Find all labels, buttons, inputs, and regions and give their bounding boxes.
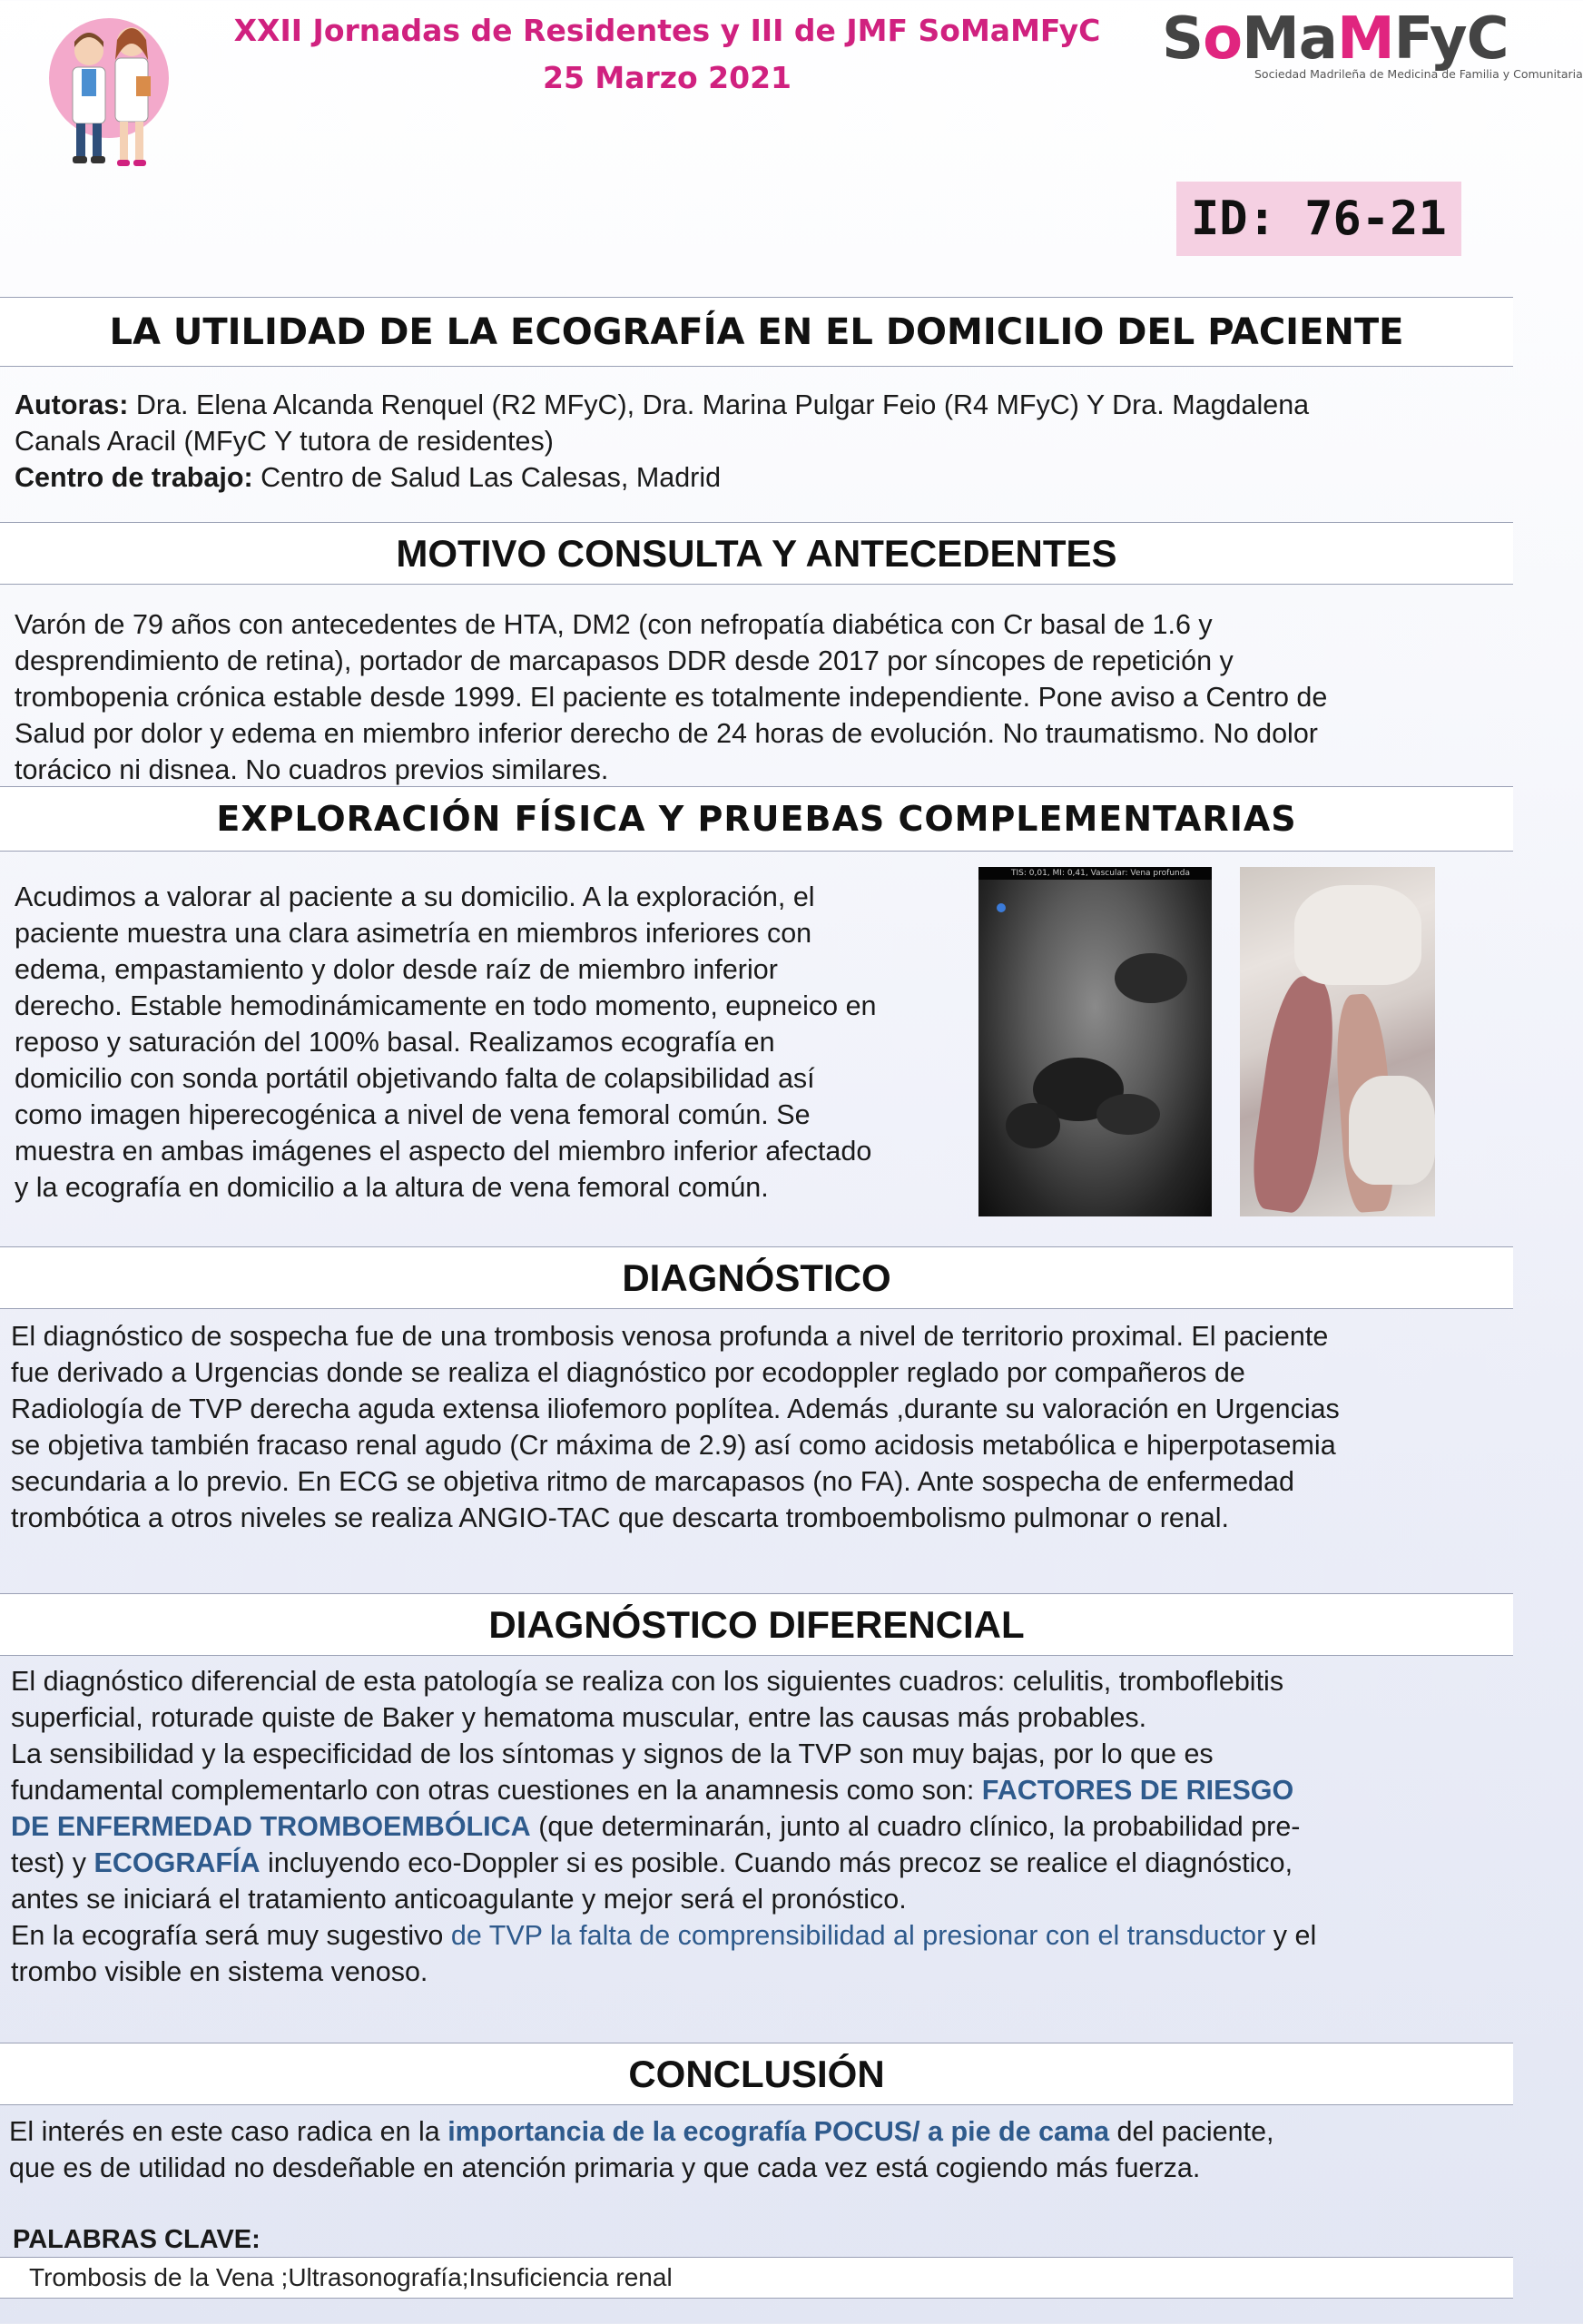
diferencial-line: antes se iniciará el tratamiento anticoagulante y mejor será el pronóstico. xyxy=(11,1884,907,1915)
highlight-thromboembolic: DE ENFERMEDAD TROMBOEMBÓLICA xyxy=(11,1811,531,1842)
event-title-line2: 25 Marzo 2021 xyxy=(542,60,792,95)
keywords-text: Trombosis de la Vena ;Ultrasonografía;Insuficiencia renal xyxy=(29,2263,673,2291)
diagnostico-line: se objetiva también fracaso renal agudo (Cr máxima de 2.9) así como acidosis metabólica e hiperpotasemia xyxy=(11,1430,1336,1461)
exploracion-line: y la ecografía en domicilio a la altura de vena femoral común. xyxy=(15,1172,769,1203)
center-label: Centro de trabajo: xyxy=(15,462,253,493)
highlight-ecografia: ECOGRAFÍA xyxy=(93,1847,261,1878)
exploracion-line: derecho. Estable hemodinámicamente en todo momento, eupneico en xyxy=(15,990,877,1021)
keywords-row xyxy=(0,2257,1513,2299)
diferencial-line xyxy=(11,1917,1509,1954)
event-title xyxy=(0,7,1334,102)
exploracion-line: edema, empastamiento y dolor desde raíz de miembro inferior xyxy=(15,954,778,985)
conclusion-text xyxy=(9,2113,1507,2186)
diagnostico-line: El diagnóstico de sospecha fue de una trombosis venosa profunda a nivel de territorio proximal. El paciente xyxy=(11,1321,1329,1352)
conclusion-text-fragment: El interés en este caso radica en la xyxy=(9,2116,448,2147)
section-heading-motivo: MOTIVO CONSULTA Y ANTECEDENTES xyxy=(0,522,1513,585)
authors-block xyxy=(15,387,1503,496)
diferencial-text-fragment: incluyendo eco-Doppler si es posible. Cuando más precoz se realice el diagnóstico, xyxy=(260,1847,1293,1878)
center-text: Centro de Salud Las Calesas, Madrid xyxy=(252,462,722,493)
poster-id: ID: 76-21 xyxy=(1176,182,1461,256)
exploracion-line: reposo y saturación del 100% basal. Realizamos ecografía en xyxy=(15,1027,775,1058)
diferencial-text xyxy=(11,1663,1509,1990)
diagnostico-text xyxy=(11,1318,1509,1536)
diagnostico-line: secundaria a lo previo. En ECG se objetiva ritmo de marcapasos (no FA). Ante sospecha de enfermedad xyxy=(11,1466,1294,1497)
conclusion-text-fragment: del paciente, xyxy=(1109,2116,1274,2147)
motivo-line: Salud por dolor y edema en miembro inferior derecho de 24 horas de evolución. No traumatismo. No dolor xyxy=(15,718,1318,749)
diferencial-line: El diagnóstico diferencial de esta patología se realiza con los siguientes cuadros: celulitis, tromboflebitis xyxy=(11,1666,1284,1697)
exploracion-line: como imagen hiperecogénica a nivel de vena femoral común. Se xyxy=(15,1099,811,1130)
exploracion-text xyxy=(15,879,968,1206)
diferencial-text-fragment: y el xyxy=(1265,1920,1317,1951)
diferencial-text-fragment: En la ecografía será muy sugestivo xyxy=(11,1920,451,1951)
conclusion-line xyxy=(9,2113,1507,2150)
diagnostico-line: fue derivado a Urgencias donde se realiza el diagnóstico por ecodoppler reglado por compañeros de xyxy=(11,1357,1245,1388)
motivo-line: desprendimiento de retina), portador de marcapasos DDR desde 2017 por síncopes de repetición y xyxy=(15,645,1234,676)
conclusion-line: que es de utilidad no desdeñable en atención primaria y que cada vez está cogiendo más fuerza. xyxy=(9,2152,1201,2183)
motivo-line: Varón de 79 años con antecedentes de HTA, DM2 (con nefropatía diabética con Cr basal de 1.6 y xyxy=(15,609,1213,640)
diferencial-text-fragment: fundamental complementarlo con otras cuestiones en la anamnesis como son: xyxy=(11,1775,982,1806)
authors-text-1: Dra. Elena Alcanda Renquel (R2 MFyC), Dra. Marina Pulgar Feio (R4 MFyC) Y Dra. Magdalena xyxy=(128,389,1310,420)
exploracion-line: muestra en ambas imágenes el aspecto del miembro inferior afectado xyxy=(15,1136,872,1167)
diferencial-line xyxy=(11,1808,1509,1845)
highlight-pocus: importancia de la ecografía POCUS/ a pie de cama xyxy=(447,2116,1110,2147)
diferencial-text-fragment: test) y xyxy=(11,1847,94,1878)
motivo-text xyxy=(15,606,1503,788)
poster-title: LA UTILIDAD DE LA ECOGRAFÍA EN EL DOMICILIO DEL PACIENTE xyxy=(0,297,1513,367)
section-heading-exploracion: EXPLORACIÓN FÍSICA Y PRUEBAS COMPLEMENTARIAS xyxy=(0,786,1513,852)
logo-wordmark: SoMaMFyC xyxy=(1162,5,1509,73)
diferencial-line xyxy=(11,1845,1509,1881)
section-heading-diferencial: DIAGNÓSTICO DIFERENCIAL xyxy=(0,1593,1513,1656)
somamfyc-logo xyxy=(1162,5,1583,89)
exploracion-line: domicilio con sonda portátil objetivando falta de colapsibilidad así xyxy=(15,1063,815,1094)
patient-leg-photo xyxy=(1240,867,1435,1216)
authors-text-2: Canals Aracil (MFyC Y tutora de residentes) xyxy=(15,426,554,457)
ultrasound-caption: TIS: 0,01, MI: 0,41, Vascular: Vena profunda xyxy=(978,867,1212,880)
highlight-risk-factors: FACTORES DE RIESGO xyxy=(981,1775,1294,1806)
diferencial-line: La sensibilidad y la especificidad de los síntomas y signos de la TVP son muy bajas, por lo que es xyxy=(11,1738,1214,1769)
ultrasound-image xyxy=(978,867,1212,1216)
keywords-label: PALABRAS CLAVE: xyxy=(13,2225,261,2254)
diagnostico-line: Radiología de TVP derecha aguda extensa iliofemoro poplítea. Además ,durante su valoración en Urgencias xyxy=(11,1393,1340,1424)
diferencial-line: trombo visible en sistema venoso. xyxy=(11,1956,428,1987)
exploracion-line: Acudimos a valorar al paciente a su domicilio. A la exploración, el xyxy=(15,881,815,912)
section-heading-diagnostico: DIAGNÓSTICO xyxy=(0,1246,1513,1309)
highlight-tvp-compression: de TVP la falta de comprensibilidad al presionar con el transductor xyxy=(450,1920,1266,1951)
section-heading-conclusion: CONCLUSIÓN xyxy=(0,2043,1513,2105)
motivo-line: trombopenia crónica estable desde 1999. El paciente es totalmente independiente. Pone aviso a Centro de xyxy=(15,682,1328,713)
diferencial-line: superficial, roturade quiste de Baker y hematoma muscular, entre las causas más probables. xyxy=(11,1702,1147,1733)
logo-subtitle: Sociedad Madrileña de Medicina de Familia y Comunitaria xyxy=(1254,67,1583,81)
diferencial-line xyxy=(11,1772,1509,1808)
authors-label: Autoras: xyxy=(15,389,129,420)
exploracion-line: paciente muestra una clara asimetría en miembros inferiores con xyxy=(15,918,812,949)
diagnostico-line: trombótica a otros niveles se realiza ANGIO-TAC que descarta tromboembolismo pulmonar o renal. xyxy=(11,1502,1230,1533)
motivo-line: torácico ni disnea. No cuadros previos similares. xyxy=(15,754,609,785)
event-title-line1: XXII Jornadas de Residentes y III de JMF SoMaMFyC xyxy=(233,13,1101,48)
diferencial-text-fragment: (que determinarán, junto al cuadro clínico, la probabilidad pre- xyxy=(530,1811,1301,1842)
